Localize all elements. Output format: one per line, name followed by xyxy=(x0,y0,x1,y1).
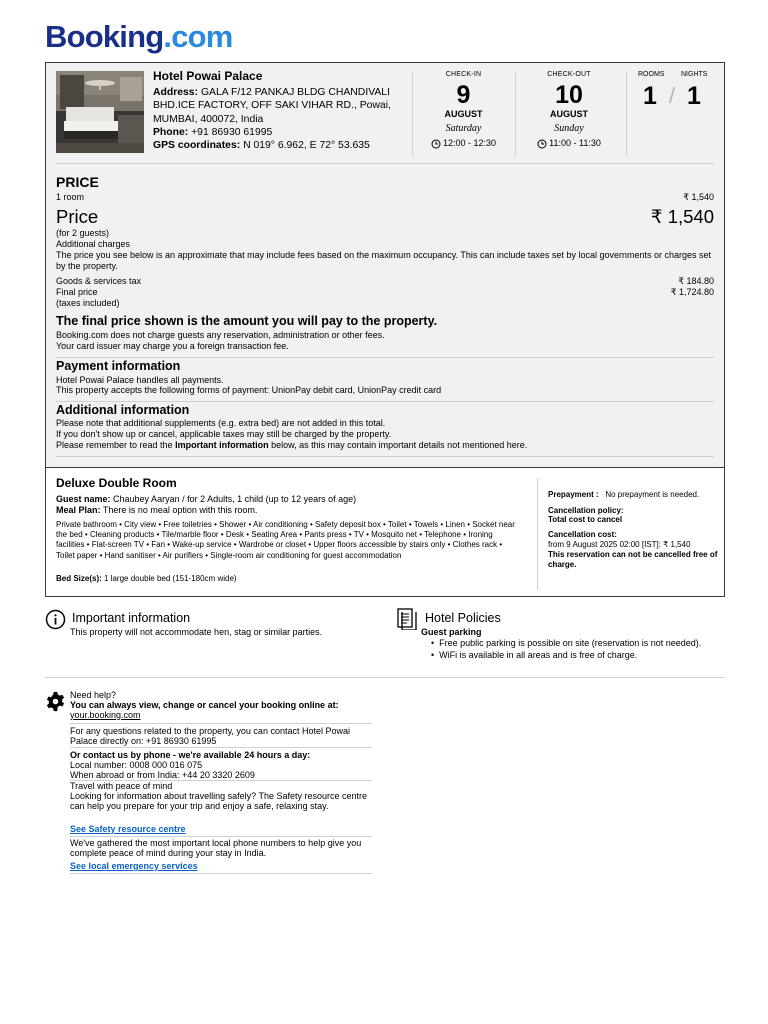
important-info-text: This property will not accommodate hen, stag or similar parties. xyxy=(70,627,323,637)
contact-property-text: For any questions related to the property, you can contact Hotel Powai Palace directly on: +91 86930 61995 xyxy=(70,726,350,746)
guest-parking-title: Guest parking xyxy=(421,627,482,637)
checkin-weekday: Saturday xyxy=(445,123,482,135)
price-note: The price you see below is an approximate that may include fees based on the maximum occupancy. This can include taxes set by local governments or charges set by the property. xyxy=(56,250,712,271)
divider xyxy=(70,747,372,748)
emergency-services-link[interactable]: See local emergency services xyxy=(70,861,198,871)
rooms-count: 1 xyxy=(643,82,657,110)
taxes-included: (taxes included) xyxy=(56,298,120,308)
cancellation-policy: Total cost to cancel xyxy=(548,515,623,524)
manage-booking-link[interactable]: your.booking.com xyxy=(70,710,141,720)
final-price-label: Final price xyxy=(56,287,98,297)
checkin-block xyxy=(416,71,511,149)
checkout-time: 11:00 - 11:30 xyxy=(519,138,619,149)
policy-item: • WiFi is available in all areas and is free of charge. xyxy=(431,650,638,660)
emergency-text: We've gathered the most important local phone numbers to help give you complete peace of mind during your stay in India. xyxy=(70,838,362,858)
price-section-title: PRICE xyxy=(56,174,99,190)
additional-line1: Please note that additional supplements (e.g. extra bed) are not added in this total. xyxy=(56,418,386,428)
bed-size: Bed Size(s): 1 large double bed (151-180cm wide) xyxy=(56,574,237,583)
checkin-label: CHECK-IN xyxy=(445,71,482,78)
hotel-policies-title: Hotel Policies xyxy=(425,611,501,625)
non-refundable-note: This reservation can not be cancelled free of charge. xyxy=(548,550,718,569)
checkout-day: 10 xyxy=(555,81,583,110)
gst-label: Goods & services tax xyxy=(56,276,142,286)
gear-icon xyxy=(45,691,66,712)
clock-icon xyxy=(537,139,547,149)
divider xyxy=(537,478,538,590)
checkin-time: 12:00 - 12:30 xyxy=(416,138,511,149)
booking-logo xyxy=(45,18,233,55)
price-label: Price xyxy=(56,206,99,227)
room-amenities: Private bathroom • City view • Free toiletries • Shower • Air conditioning • Safety deposit box • Toilet • Towels • Linen • Socket near the bed • Cleaning products • Tile/marble floor • Desk • Seating Area • Pants press • TV • Mosquito net • Telephone • Ironing facilities • Flat-screen TV • Fan • Wake-up service • Wardrobe or closet • Upper floors accessible by stairs only • Clothes rack • Toilet paper • Hand sanitiser • Air purifiers • Single-room air conditioning for guest accommodation xyxy=(56,520,515,560)
checkin-day: 9 xyxy=(456,81,471,110)
nights-count: 1 xyxy=(687,82,701,110)
cancellation-cost-label: Cancellation cost: xyxy=(548,530,617,539)
divider xyxy=(56,357,714,358)
divider xyxy=(515,72,516,156)
additional-line3: Please remember to read the Important information below, as this may contain important details not mentioned here. xyxy=(56,440,528,450)
divider xyxy=(56,401,714,402)
final-price-headline: The final price shown is the amount you will pay to the property. xyxy=(56,314,438,328)
payment-title: Payment information xyxy=(56,359,181,373)
checkout-month: AUGUST xyxy=(550,109,588,120)
abroad-number: When abroad or from India: +44 20 3320 2609 xyxy=(70,770,255,780)
rooms-amount: ₹ 1,540 xyxy=(683,192,714,202)
cancellation-cost: from 9 August 2025 02:00 [IST]: ₹ 1,540 xyxy=(548,540,691,549)
prepayment: Prepayment : No prepayment is needed. xyxy=(548,490,700,499)
rooms-label: ROOMS xyxy=(638,71,665,78)
checkout-label: CHECK-OUT xyxy=(547,71,591,78)
card-fee-note: Your card issuer may charge you a foreign transaction fee. xyxy=(56,341,289,351)
manage-booking-text: You can always view, change or cancel your booking online at: xyxy=(70,700,339,710)
divider xyxy=(56,163,714,164)
additional-charges-label: Additional charges xyxy=(56,239,131,249)
payment-line2: This property accepts the following forms of payment: UnionPay debit card, UnionPay credit card xyxy=(56,385,442,395)
rooms-nights-slash: / xyxy=(669,83,676,108)
divider xyxy=(70,723,372,724)
hotel-info xyxy=(153,70,403,152)
document-icon xyxy=(397,608,417,630)
booking-summary-card xyxy=(45,62,725,468)
divider xyxy=(626,72,627,156)
clock-icon xyxy=(431,139,441,149)
policy-item: • Free public parking is possible on site (reservation is not needed). xyxy=(431,638,702,648)
additional-line2: If you don't show up or cancel, applicable taxes may still be charged by the property. xyxy=(56,429,392,439)
price-amount: ₹ 1,540 xyxy=(650,206,714,227)
gst-amount: ₹ 184.80 xyxy=(678,276,714,286)
need-help-title: Need help? xyxy=(70,690,117,700)
hotel-phone: Phone: +91 86930 61995 xyxy=(153,126,273,138)
cancellation-policy-label: Cancellation policy: xyxy=(548,506,624,515)
important-info-title: Important information xyxy=(72,611,191,625)
final-price-amount: ₹ 1,724.80 xyxy=(670,287,714,297)
payment-line1: Hotel Powai Palace handles all payments. xyxy=(56,375,224,385)
hotel-gps: GPS coordinates: N 019° 6.962, E 72° 53.635 xyxy=(153,140,370,152)
safety-centre-link[interactable]: See Safety resource centre xyxy=(70,824,186,834)
no-fees-note: Booking.com does not charge guests any reservation, administration or other fees. xyxy=(56,330,385,340)
travel-title: Travel with peace of mind xyxy=(70,781,173,791)
logo-part1: Booking xyxy=(45,19,164,54)
room-details-card xyxy=(45,467,725,597)
room-title: Deluxe Double Room xyxy=(56,476,177,490)
travel-text: Looking for information about travelling safely? The Safety resource centre can help you prepare for your trip and enjoy a safe, relaxing stay. xyxy=(70,791,367,811)
checkin-month: AUGUST xyxy=(444,109,483,120)
checkout-block xyxy=(519,71,619,149)
local-number: Local number: 0008 000 016 075 xyxy=(70,760,203,770)
hotel-name: Hotel Powai Palace xyxy=(153,69,263,83)
logo-part2: .com xyxy=(163,19,233,54)
additional-info-title: Additional information xyxy=(56,403,190,417)
info-icon xyxy=(45,609,66,630)
divider xyxy=(45,677,725,678)
price-guests: (for 2 guests) xyxy=(56,228,110,238)
divider xyxy=(70,836,372,837)
divider xyxy=(412,72,413,156)
checkout-weekday: Sunday xyxy=(554,123,584,135)
phone-heading: Or contact us by phone - we're available 24 hours a day: xyxy=(70,750,311,760)
rooms-line: 1 room xyxy=(56,192,85,202)
divider xyxy=(70,873,372,874)
hotel-address: Address: GALA F/12 PANKAJ BLDG CHANDIVALI BHD.ICE FACTORY, OFF SAKI VIHAR RD., Powai, MUMBAI, 400072, India xyxy=(153,87,391,125)
guest-name: Guest name: Chaubey Aaryan / for 2 Adults, 1 child (up to 12 years of age) xyxy=(56,494,357,504)
divider xyxy=(56,456,714,457)
hotel-photo xyxy=(56,71,144,153)
nights-label: NIGHTS xyxy=(681,71,708,78)
meal-plan: Meal Plan: There is no meal option with this room. xyxy=(56,505,258,515)
